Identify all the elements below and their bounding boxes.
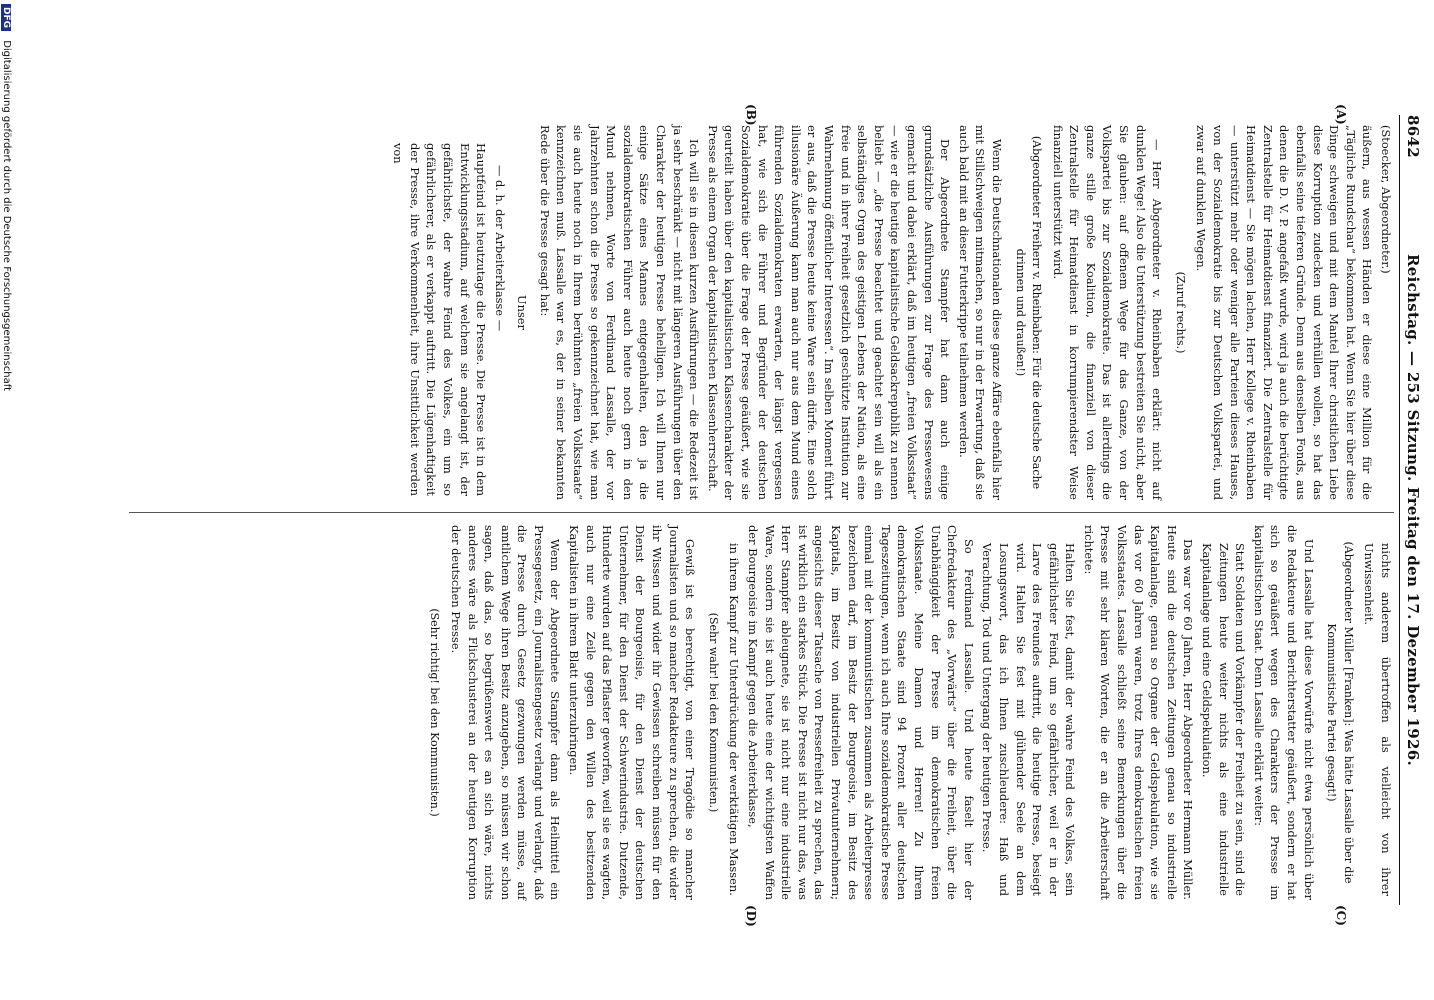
quotation: Halten Sie fest, damit der wahre Feind des Volkes, sein gefährlichster Feind, um so gefährlicher, weil er in der Larve des Freundes auftritt, die heutige Presse, besiegt wird. Halten Sie fest mit glühender Seele an dem Losungswort, das ich Ihnen zuschleudere: Haß und Verachtung, Tod und Untergang der heutigen Presse. [980, 543, 1078, 896]
quotation: Hauptfeind ist heutzutage die Presse. Die Presse ist in dem Entwicklungsstadium, auf welchem sie angelangt ist, der gefährlichste, der wahre Feind des Volkes, ein um so gefährlicherer, als er verkappt auftritt. Die Lügenhaftigkeit der Presse, ihre Verkommenheit, ihre Unsittlichkeit werden von [391, 143, 489, 496]
paragraph: Und Lassalle hat diese Vorwürfe nicht etwa persönlich über die Redakteure und Berichterstatter geäußert, sondern er hat sich so geäußert wegen des Charakters der Presse im kapitalistischen Staat. Denn Lassalle erklärt weiter: [1251, 525, 1316, 900]
page-header [1400, 115, 1422, 905]
right-column [420, 525, 1394, 900]
paragraph: Wenn die Deutschnationalen diese ganze Affäre ebenfalls hier mit Stillschweigen mitmachen, so nur in der Erwartung, daß sie auch bald mit an dieser Futterkrippe teilnehmen werden. [956, 125, 1004, 500]
interjection: (Zuruf rechts.) [1173, 271, 1187, 354]
paragraph: Das war vor 60 Jahren, Herr Abgeordneter Hermann Müller. Heute sind die deutschen Zeitungen genau so industrielle Kapitalanlage, genau so Organe der Geldspekulation, wie sie das vor 60 Jahren waren, trotz Ihres demokratischen freien Volksstaates. Lassalle schließt seine Bemerkungen über die Presse mit sehr klaren Worten, die er an die Arbeiterschaft richtete: [1081, 525, 1196, 900]
interjection: (Sehr wahr! bei den Kommunisten.) [706, 612, 720, 813]
dfg-logo: DFG [1, 4, 11, 31]
paragraph: So Ferdinand Lassalle. Und heute faselt hier der Chefredakteur des „Vorwärts“ über die Freiheit, über die Unabhängigkeit der Presse im demokratischen freien Volksstaate. Meine Damen und Herren! Zu Ihrem demokratischen Staate sind 94 Prozent aller deutschen Tageszeitungen, wenn ich auch Ihre sozialdemokratische Presse einmal mit der kommunistischen zusammen als Arbeiterpresse bezeichnen darf, im Besitz der Bourgeoisie, im Besitz des Kapitals, im Besitz von industriellen Privatunternehmern; angesichts dieser Tatsache von Pressefreiheit zu sprechen, das ist wirklich ein starkes Stück. Die Presse ist nicht nur das, was Herr Stampfer ableugnete, sie ist nicht nur eine industrielle Ware, sondern sie ist auch heute eine der wichtigsten Waffen der Bourgeoisie im Kampf gegen die Arbeiterklasse, [746, 525, 976, 900]
paragraph-continuation: in ihrem Kampf zur Unterdrückung der werktätigen Massen. [727, 543, 742, 896]
column-divider [129, 512, 1394, 513]
quote-aside: — d. h. der Arbeiterklasse — [492, 165, 507, 332]
paragraph: äußern, aus wessen Händen er diese eine Million für die „Tägliche Rundschau“ bekommen hat. Wenn Sie hier über diese Dinge schweigen und mit dem Mantel Ihrer christlichen Liebe diese Korruption zudecken und verhüllen wollen, so hat das ebenfalls seine tieferen Gründe. Denn aus denselben Fonds, aus denen die D. V. P. angefaßt wurde, wird ja auch die berüchtigte Zentralstelle für Heimatdienst finanziert. Die Zentralstelle für Heimatdienst — Sie mögen lachen, Herr Kollege v. Rheinbaben — unterstützt mehr oder weniger alle Parteien dieses Hauses, von der Sozialdemokratie bis zur Deutschen Volkspartei, und zwar auf dunklen Wegen. [1194, 125, 1375, 500]
quote-intro: Unser [515, 295, 530, 330]
interjection: (Sehr richtig! bei den Kommunisten.) [428, 608, 442, 817]
page-title: Reichstag. — 253 Sitzung. Freitag den 17. Dezember 1926. [1404, 253, 1422, 767]
left-column [388, 125, 1394, 500]
interjection: (Abgeordneter Müller [Franken]: Was hätte Lassalle über die Kommunistische Partei gesagt!) [1325, 541, 1355, 884]
margin-marker-b: (B) [744, 104, 758, 126]
quotation-continued: nichts anderem übertroffen als vielleicht von ihrer Unwissenheit. [1362, 543, 1393, 896]
quotation: Statt Soldaten und Vorkämpfer der Freiheit zu sein, sind die Zeitungen heute weiter nichts als eine industrielle Kapitalanlage und eine Geldspekulation. [1200, 543, 1248, 896]
paragraph: — Herr Abgeordneter v. Rheinbaben erklärt: nicht auf dunklen Wege! Also die Unterstützung bestreiten Sie nicht, aber Sie glauben: auf offenem Wege für das Ganze, von der Volkspartei bis zur Sozialdemokratie. Das ist allerdings die ganze stille große Koalition, die finanziell von dieser Zentralstelle für Heimatdienst in korrumpierendster Weise finanziell unterstützt wird. [1050, 125, 1165, 500]
paragraph: Wenn der Abgeordnete Stampfer dann als Heilmittel ein Pressegesetz, ein Journalistengesetz verlangt und verlangt, daß die Presse durch Gesetz gezwungen werden müsse, auf amtlichem Wege ihren Besitz anzugeben, so müssen wir schon sagen, daß das, so begrüßenswert es an sich wäre, nichts anderes wäre als Flickschusterei an der heutigen Korruption der deutschen Presse. [448, 525, 563, 900]
paragraph: Der Abgeordnete Stampfer hat dann auch einige grundsätzliche Ausführungen zur Frage des Pressewesens gemacht und dabei erklärt, daß im heutigen „freien Volksstaat“ — wie er die heutige kapitalistische Geldsackrepublik zu nennen beliebt — „die Presse beachtet und geachtet sein will als ein selbständiges Organ des geistigen Lebens der Nation, als eine freie und in ihrer Freiheit gesetzlich geschützte Institution zur Wahrnehmung öffentlicher Interessen“. Im selben Moment führt er aus, daß die Presse heute keine Ware sein dürfe. Eine solch illusionäre Äußerung kann man auch nur aus dem Mund eines führenden Sozialdemokraten erwarten, der längst vergessen hat, wie sich die Führer und Begründer der deutschen Sozialdemokratie über die Frage der Presse geäußert, wie sie geurteilt haben über den kapitalistischen Klassencharakter der Presse als einem Organ der kapitalistischen Klassenherrschaft. [705, 125, 953, 500]
header-rule [1399, 115, 1400, 905]
paragraph: Gewiß ist es berechtigt, von einer Tragödie so mancher Journalisten und so mancher Redakteure zu sprechen, die wider ihr Wissen und wider ihr Gewissen schreiben müssen für den Dienst der Bourgeoisie, für den Dienst der deutschen Unternehmer, für den Dienst der Schwerindustrie. Dutzende, Hunderte wurden auf das Pflaster geworfen, weil sie es wagten, auch nur eine Zeile gegen den Willen des besitzenden Kapitalisten in ihrem Blatt unterzubringen. [567, 525, 698, 900]
paragraph: Ich will sie in diesen kurzen Ausführungen — die Redezeit ist ja sehr beschränkt — nicht mit längeren Ausführungen über den Charakter der heutigen Presse behelligen. Ich will Ihnen nur einige Sätze eines Mannes entgegenhalten, den ja die sozialdemokratischen Führer auch heute noch gern in den Mund nehmen, Worte von Ferdinand Lassalle, der vor Jahrzehnten schon die Presse so gekennzeichnet hat, wie man sie auch heute noch in Ihrem berühmten „freien Volksstaate“ kennzeichnen muß. Lassalle war es, der in seiner bekannten Rede über die Presse gesagt hat: [537, 125, 702, 500]
interjection: (Abgeordneter Freiherr v. Rheinbaben: Für die deutsche Sache drinnen und draußen!) [1013, 135, 1044, 490]
margin-marker-a: (A) [1334, 104, 1348, 125]
margin-marker-d: (D) [744, 905, 758, 927]
digitization-footer [0, 0, 12, 1000]
speaker-line: (Stoecker, Abgeordneter.) [1379, 125, 1393, 274]
margin-marker-c: (C) [1334, 905, 1348, 926]
footer-text: Digitalisierung gefördert durch die Deutsche Forschungsgemeinschaft [1, 40, 12, 392]
page-number: 8642 [1404, 115, 1422, 158]
